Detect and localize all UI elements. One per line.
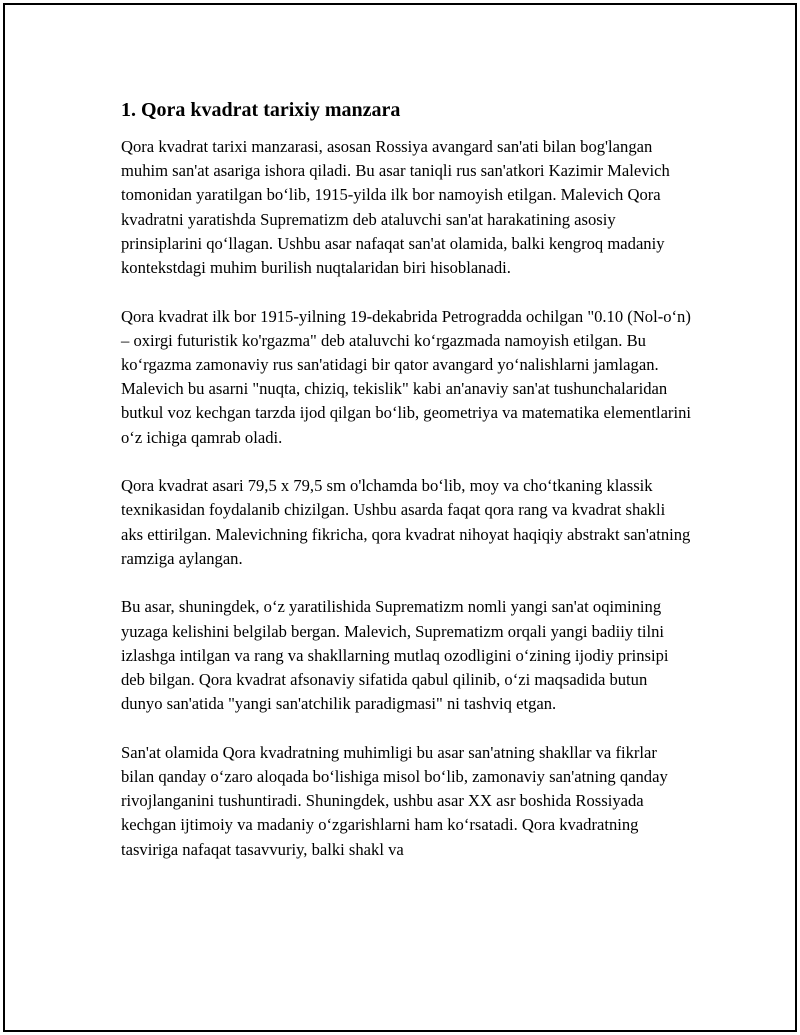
document-body	[121, 97, 691, 886]
paragraph: Qora kvadrat asari 79,5 x 79,5 sm o'lchamda bo‘lib, moy va cho‘tkaning klassik texnikasidan foydalanib chizilgan. Ushbu asarda faqat qora rang va kvadrat shakli aks ettirilgan. Malevichning fikricha, qora kvadrat nihoyat haqiqiy abstrakt san'atning ramziga aylangan.	[121, 476, 691, 568]
section-heading: 1. Qora kvadrat tarixiy manzara	[121, 99, 401, 121]
paragraph: Bu asar, shuningdek, o‘z yaratilishida Suprematizm nomli yangi san'at oqimining yuzaga kelishini belgilab bergan. Malevich, Suprematizm orqali yangi badiiy tilni izlashga intilgan va rang va shakllarning mutlaq ozodligini o‘zining ijodiy prinsipi deb bilgan. Qora kvadrat afsonaviy sifatida qabul qilinib, o‘zi maqsadida butun dunyo san'atida "yangi san'atchilik paradigmasi" ni tashviq etgan.	[121, 597, 669, 714]
paragraph: Qora kvadrat tarixi manzarasi, asosan Rossiya avangard san'ati bilan bog'langan muhim san'at asariga ishora qiladi. Bu asar taniqli rus san'atkori Kazimir Malevich tomonidan yaratilgan bo‘lib, 1915-yilda ilk bor namoyish etilgan. Malevich Qora kvadratni yaratishda Suprematizm deb ataluvchi san'at harakatining asosiy prinsiplarini qo‘llagan. Ushbu asar nafaqat san'at olamida, balki kengroq madaniy kontekstdagi muhim burilish nuqtalaridan biri hisoblanadi.	[121, 137, 670, 278]
paragraph: Qora kvadrat ilk bor 1915-yilning 19-dekabrida Petrogradda ochilgan "0.10 (Nol-o‘n) – oxirgi futuristik ko'rgazma" deb ataluvchi ko‘rgazmada namoyish etilgan. Bu ko‘rgazma zamonaviy rus san'atidagi bir qator avangard yo‘nalishlarni jamlagan. Malevich bu asarni "nuqta, chiziq, tekislik" kabi an'anaviy san'at tushunchalaridan butkul voz kechgan tarzda ijod qilgan bo‘lib, geometriya va matematika elementlarini o‘z ichiga qamrab oladi.	[121, 306, 691, 447]
document-page	[3, 3, 797, 1032]
paragraph: San'at olamida Qora kvadratning muhimligi bu asar san'atning shakllar va fikrlar bilan qanday o‘zaro aloqada bo‘lishiga misol bo‘lib, zamonaviy san'atning qanday rivojlanganini tushuntiradi. Shuningdek, ushbu asar XX asr boshida Rossiyada kechgan ijtimoiy va madaniy o‘zgarishlarni ham ko‘rsatadi. Qora kvadratning tasviriga nafaqat tasavvuriy, balki shakl va	[121, 742, 668, 859]
